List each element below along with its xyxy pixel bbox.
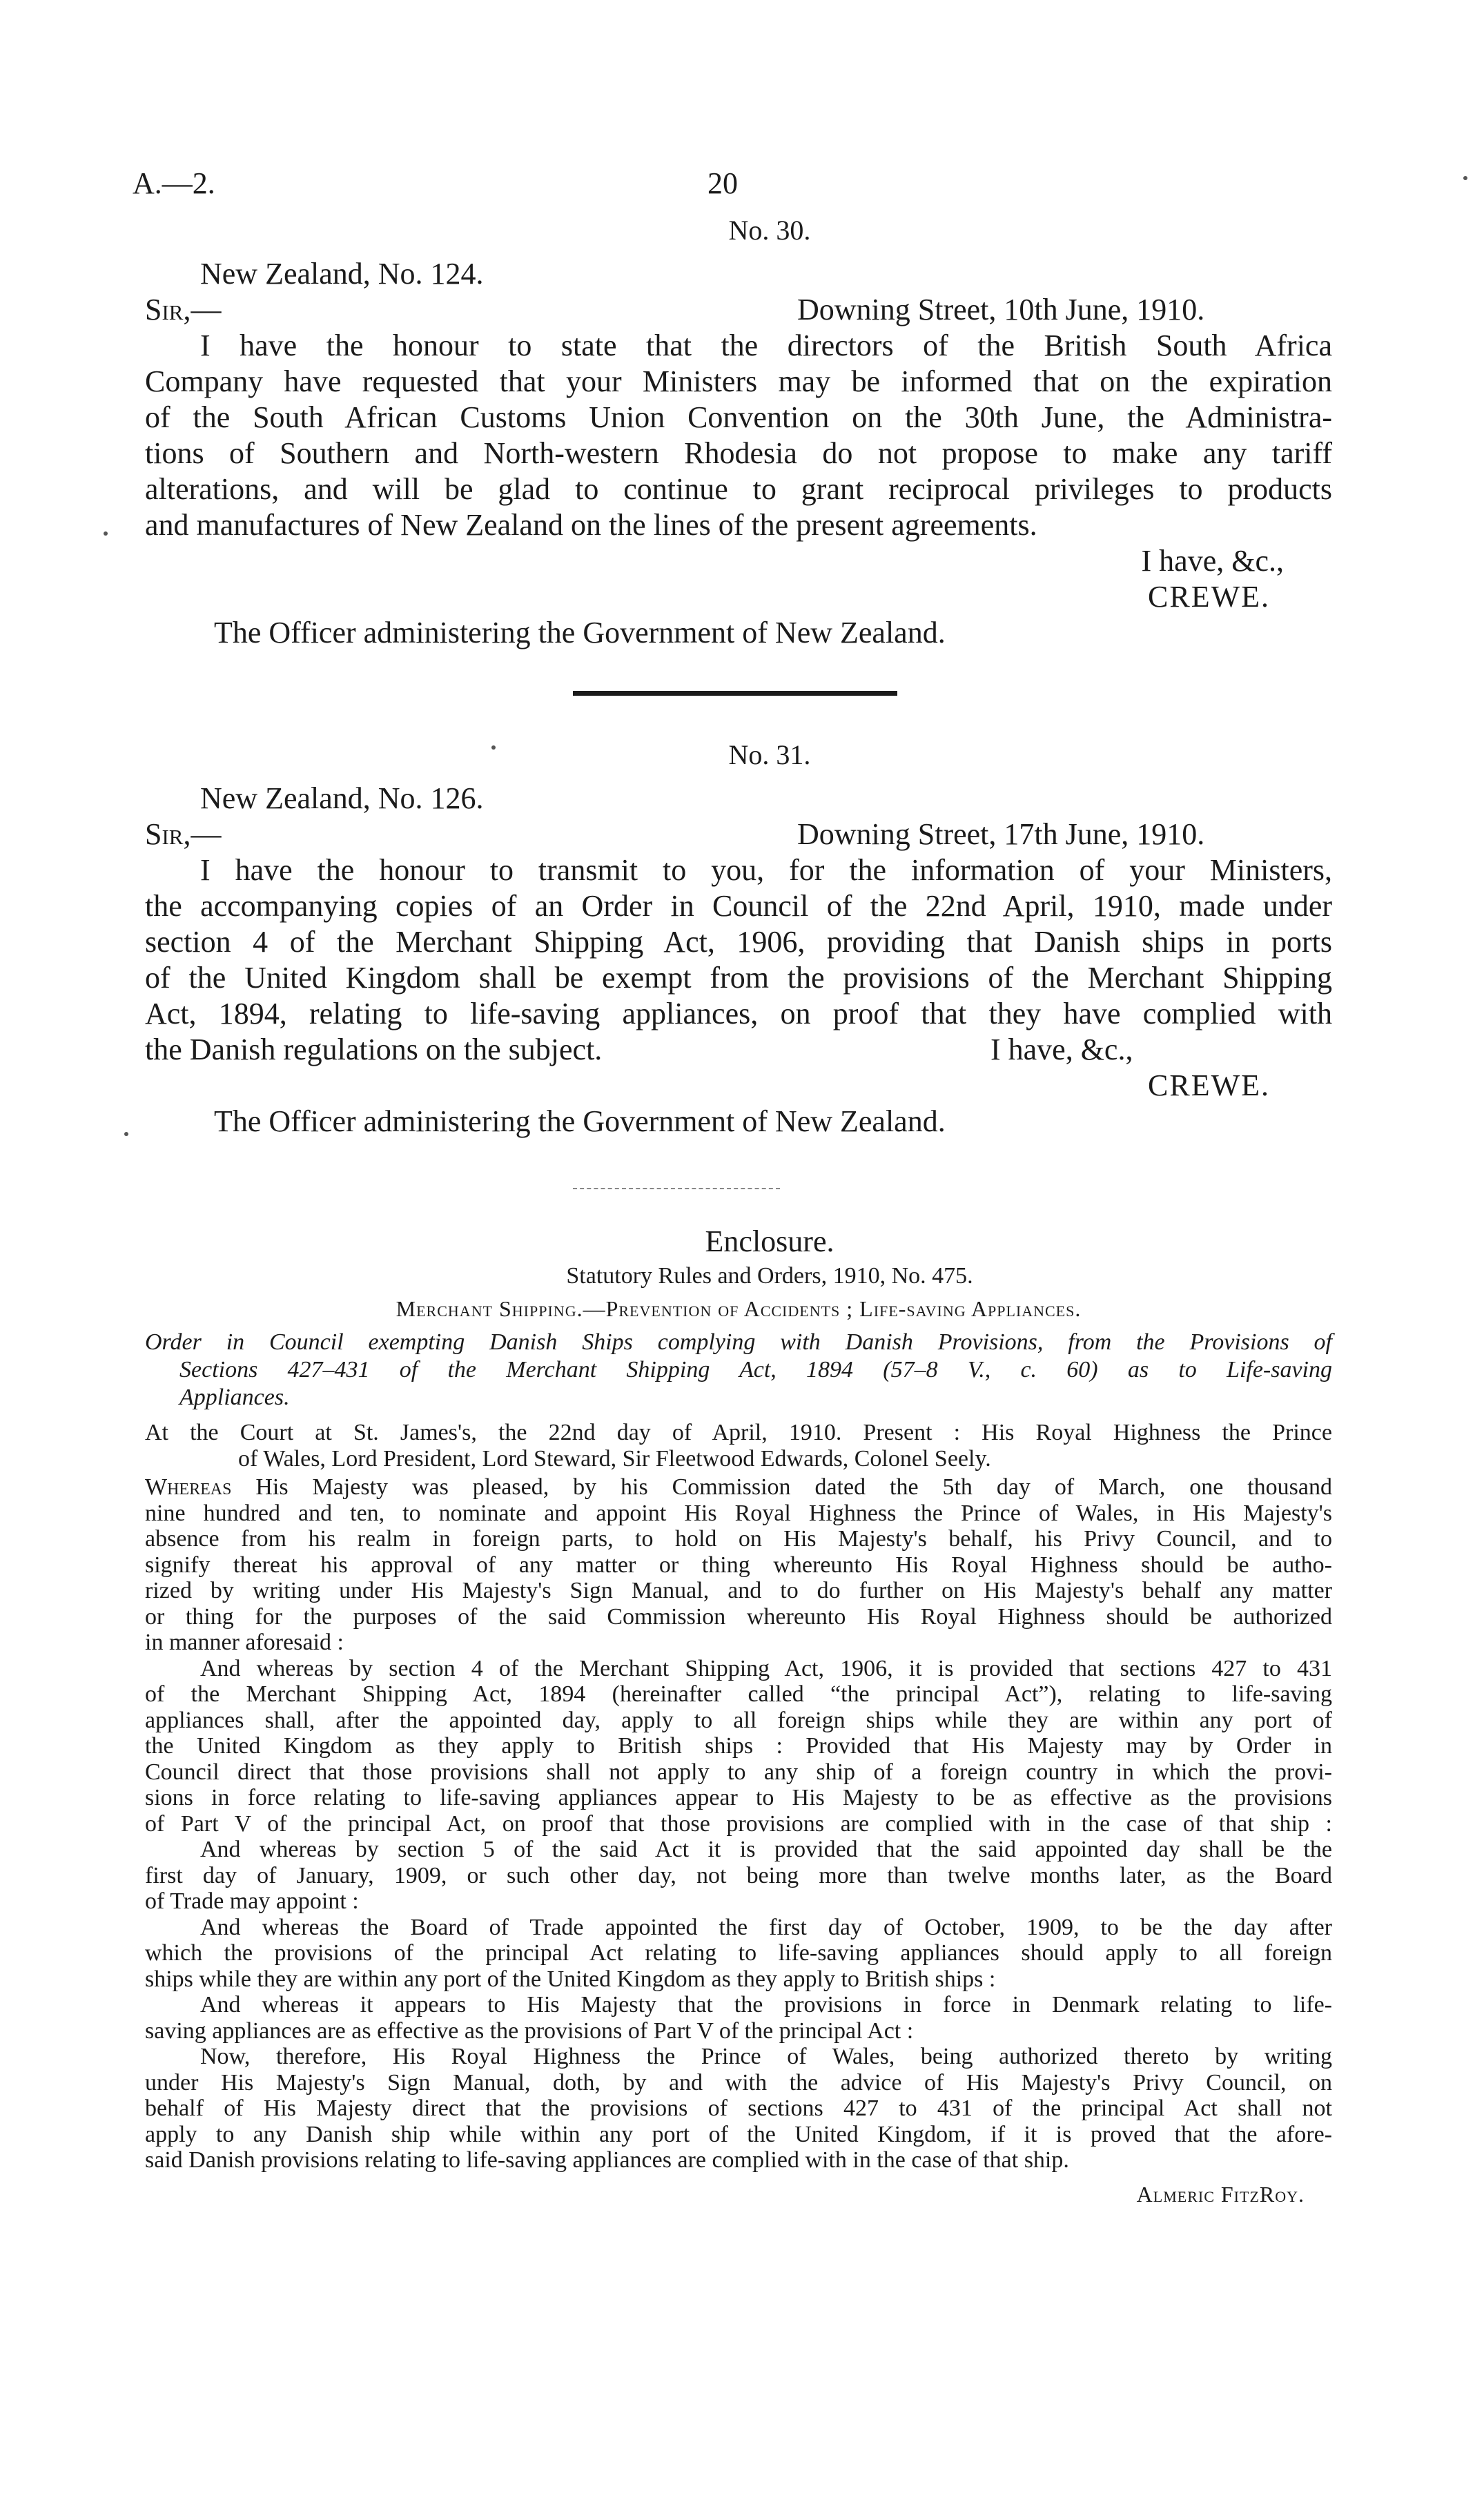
print-speck [124,1132,128,1136]
page-reference: A.—2. [133,166,215,200]
salutation: Sir,— [145,817,222,851]
signer: CREWE. [1148,1068,1270,1102]
closing: I have, &c., [990,1033,1133,1066]
paragraph-line: of Trade may appoint : [145,1888,359,1914]
paragraph-line: Council direct that those provisions shall not apply to any ship of a foreign country in which the provi- [145,1759,1332,1785]
despatch-number: New Zealand, No. 126. [200,781,484,815]
court-statement [145,1420,1332,1472]
paragraph-line: apply to any Danish ship while within any port of the United Kingdom, if it is proved that the afore- [145,2121,1332,2147]
order-signer: Almeric FitzRoy. [1136,2181,1305,2207]
paragraph-line: under His Majesty's Sign Manual, doth, by and with the advice of His Majesty's Privy Council, on [145,2069,1332,2095]
addressee: The Officer administering the Government of New Zealand. [214,1104,946,1138]
paragraph-line [145,1474,1332,1501]
body-line: Act, 1894, relating to life-saving appliances, on proof that they have complied with [145,997,1332,1030]
print-speck [104,531,108,536]
order-title-line: Sections 427–431 of the Merchant Shipping Act, 1894 (57–8 V., c. 60) as to Life-saving [179,1357,1332,1382]
paragraph-line: Now, therefore, His Royal Highness the Prince of Wales, being authorized thereto by writing [200,2044,1332,2069]
paragraph-line: which the provisions of the principal Act relating to life-saving appliances should apply to all foreign [145,1940,1332,1966]
place-date: Downing Street, 17th June, 1910. [797,817,1205,851]
enclosure-title: Enclosure. [705,1224,834,1258]
order-title-line: Order in Council exempting Danish Ships complying with Danish Provisions, from the Provisions of [145,1329,1332,1355]
paragraph-line: nine hundred and ten, to nominate and appoint His Royal Highness the Prince of Wales, in His Majesty's [145,1500,1332,1526]
body-line: tions of Southern and North-western Rhodesia do not propose to make any tariff [145,436,1332,470]
paragraph-line: appliances shall, after the appointed day, apply to all foreign ships while they are within any port of [145,1707,1332,1733]
print-speck [1463,176,1467,180]
paragraph-line: ships while they are within any port of the United Kingdom as they apply to British ships : [145,1966,996,1992]
body-line: of the South African Customs Union Convention on the 30th June, the Administra- [145,400,1332,434]
paragraph-line: And whereas by section 4 of the Merchant Shipping Act, 1906, it is provided that sections 427 to 431 [200,1655,1332,1681]
statutory-reference: Statutory Rules and Orders, 1910, No. 475. [566,1263,973,1289]
body-line: the Danish regulations on the subject. [145,1033,603,1066]
body-line: of the United Kingdom shall be exempt from the provisions of the Merchant Shipping [145,961,1332,995]
court-line: At the Court at St. James's, the 22nd day of April, 1910. Present : His Royal Highness the Prince [145,1420,1332,1445]
enclosure-divider [573,1188,780,1189]
paragraph-line: signify thereat his approval of any matter or thing whereunto His Royal Highness should be autho- [145,1552,1332,1578]
paragraph-line: And whereas it appears to His Majesty that the provisions in force in Denmark relating to life- [200,1992,1332,2017]
letter-number: No. 31. [728,739,811,770]
page-number: 20 [707,166,738,200]
body-line: I have the honour to transmit to you, for the information of your Ministers, [200,853,1332,887]
signer: CREWE. [1148,580,1270,614]
letter-no-31 [145,739,1332,1140]
order-heading: Merchant Shipping.—Prevention of Accidents ; Life-saving Appliances. [396,1296,1082,1321]
page-header [133,166,1332,214]
paragraph-line: first day of January, 1909, or such other day, not being more than twelve months later, as the Board [145,1862,1332,1888]
document-page [133,166,1332,2207]
paragraph-line: absence from his realm in foreign parts, to hold on His Majesty's behalf, his Privy Council, and to [145,1526,1332,1552]
letter-no-30 [145,214,1332,651]
paragraph-line: said Danish provisions relating to life-saving appliances are complied with in the case of that ship. [145,2147,1069,2173]
paragraph-line: of Part V of the principal Act, on proof that those provisions are complied with in the case of that ship : [145,1810,1332,1837]
body-line: section 4 of the Merchant Shipping Act, 1906, providing that Danish ships in ports [145,925,1332,959]
paragraph-line: And whereas by section 5 of the said Act it is provided that the said appointed day shall be the [200,1837,1332,1862]
paragraph-line: or thing for the purposes of the said Commission whereunto His Royal Highness should be authorized [145,1603,1332,1630]
body-line: and manufactures of New Zealand on the lines of the present agreements. [145,508,1037,542]
despatch-number: New Zealand, No. 124. [200,257,484,291]
closing: I have, &c., [1141,544,1284,578]
enclosure [145,1224,1332,2207]
whereas-word: Whereas [145,1474,232,1500]
print-speck [491,745,496,750]
paragraph-line: of the Merchant Shipping Act, 1894 (hereinafter called “the principal Act”), relating to life-saving [145,1681,1332,1707]
salutation: Sir,— [145,293,222,326]
place-date: Downing Street, 10th June, 1910. [797,293,1205,326]
court-line: of Wales, Lord President, Lord Steward, Sir Fleetwood Edwards, Colonel Seely. [238,1445,991,1472]
paragraph-text: His Majesty was pleased, by his Commission dated the 5th day of March, one thousand [255,1474,1332,1500]
body-line: alterations, and will be glad to continue to grant reciprocal privileges to products [145,472,1332,506]
body-line: I have the honour to state that the directors of the British South Africa [200,329,1332,362]
paragraph-line: saving appliances are as effective as the provisions of Part V of the principal Act : [145,2017,914,2044]
order-body [145,1474,1332,2173]
body-line: Company have requested that your Ministers may be informed that on the expiration [145,364,1332,398]
section-divider [573,691,897,696]
paragraph-line: in manner aforesaid : [145,1630,344,1655]
addressee: The Officer administering the Government of New Zealand. [214,616,946,649]
order-title-line: Appliances. [179,1385,290,1410]
paragraph-line: rized by writing under His Majesty's Sign Manual, and to do further on His Majesty's behalf any matter [145,1578,1332,1603]
letter-number: No. 30. [728,215,811,246]
paragraph-line: the United Kingdom as they apply to British ships : Provided that His Majesty may by Order in [145,1733,1332,1759]
body-line: the accompanying copies of an Order in Council of the 22nd April, 1910, made under [145,889,1332,923]
paragraph-line: And whereas the Board of Trade appointed the first day of October, 1909, to be the day after [200,1914,1332,1940]
paragraph-line: behalf of His Majesty direct that the provisions of sections 427 to 431 of the principal Act shall not [145,2095,1332,2121]
paragraph-line: sions in force relating to life-saving appliances appear to His Majesty to be as effective as the provisions [145,1785,1332,1810]
order-title [145,1329,1332,1411]
